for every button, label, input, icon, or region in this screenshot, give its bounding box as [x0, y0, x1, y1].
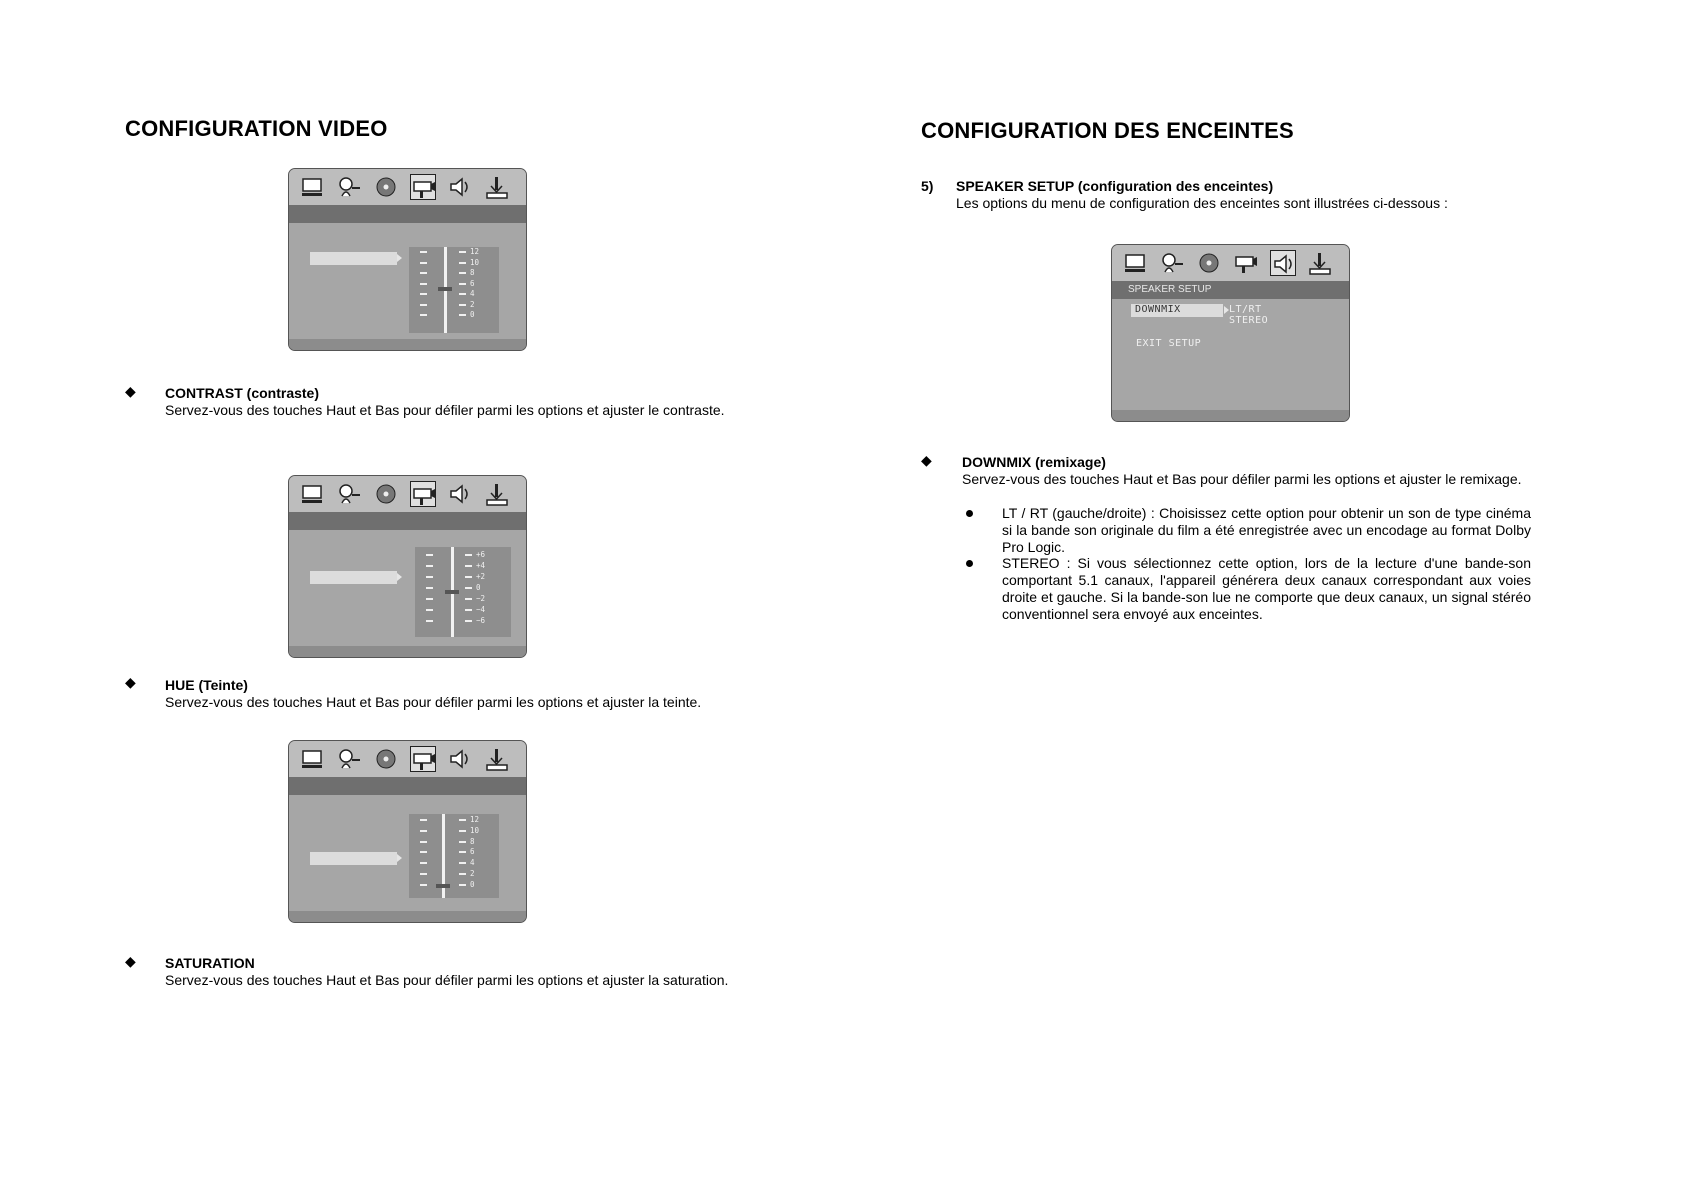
- osd-bottom-bar: [1112, 410, 1349, 421]
- scale-tick-right: [459, 819, 466, 821]
- osd-downmix-label: DOWNMIX: [1135, 304, 1181, 315]
- osd-bottom-bar: [289, 646, 526, 657]
- audio-setup-icon[interactable]: [373, 481, 399, 507]
- digital-setup-icon[interactable]: [484, 746, 510, 772]
- scale-tick-left: [426, 576, 433, 578]
- scale-tick-left: [420, 819, 427, 821]
- osd-hue-screen: [288, 475, 527, 658]
- hue-body: Servez-vous des touches Haut et Bas pour défiler parmi les options et ajuster la teinte.: [165, 694, 702, 710]
- scale-tick-left: [420, 272, 427, 274]
- osd-scale-panel: [409, 247, 499, 333]
- scale-tick-right: [459, 873, 466, 875]
- step-number: 5): [921, 178, 934, 194]
- scale-label: 12: [470, 247, 480, 256]
- digital-setup-icon[interactable]: [484, 174, 510, 200]
- scale-tick-left: [420, 251, 427, 253]
- scale-tick-right: [459, 314, 466, 316]
- scale-tick-left: [420, 884, 427, 886]
- language-setup-icon[interactable]: [336, 174, 362, 200]
- digital-setup-icon[interactable]: [1307, 250, 1333, 276]
- scale-label: −6: [476, 616, 486, 625]
- system-setup-icon[interactable]: [299, 174, 325, 200]
- language-setup-icon[interactable]: [336, 746, 362, 772]
- contrast-heading: CONTRAST (contraste): [165, 385, 320, 401]
- scale-tick-left: [420, 841, 427, 843]
- bullet-diamond-icon: ◆: [125, 383, 136, 399]
- video-setup-icon[interactable]: [1233, 250, 1259, 276]
- scale-tick-left: [420, 262, 427, 264]
- osd-contrast-screen: [288, 168, 527, 351]
- scale-tick-right: [459, 304, 466, 306]
- bullet-diamond-icon: ◆: [125, 674, 136, 690]
- speaker-setup-icon[interactable]: [447, 174, 473, 200]
- audio-setup-icon[interactable]: [373, 746, 399, 772]
- downmix-heading: DOWNMIX (remixage): [962, 454, 1106, 470]
- osd-title-bar: [289, 512, 526, 530]
- language-setup-icon[interactable]: [336, 481, 362, 507]
- scale-label: −2: [476, 594, 486, 603]
- scale-tick-left: [420, 314, 427, 316]
- osd-speaker-screen: [1111, 244, 1350, 422]
- scale-tick-right: [459, 830, 466, 832]
- scale-label: 0: [470, 879, 475, 889]
- speaker-setup-intro: Les options du menu de configuration des enceintes sont illustrées ci-dessous :: [956, 195, 1448, 211]
- audio-setup-icon[interactable]: [1196, 250, 1222, 276]
- bullet-dot-icon: [966, 510, 973, 517]
- osd-slider-knob[interactable]: [438, 287, 452, 291]
- osd-arrow-icon: [397, 573, 402, 581]
- scale-label: 8: [470, 836, 475, 846]
- bullet-diamond-icon: ◆: [921, 452, 932, 468]
- scale-tick-left: [420, 283, 427, 285]
- osd-arrow-icon: [397, 254, 402, 262]
- scale-label: 2: [470, 869, 475, 878]
- scale-tick-right: [465, 554, 472, 556]
- scale-label: 10: [470, 257, 480, 267]
- page-title-speakers: CONFIGURATION DES ENCEINTES: [921, 118, 1294, 143]
- scale-tick-right: [459, 293, 466, 295]
- scale-tick-right: [459, 851, 466, 853]
- scale-tick-left: [420, 293, 427, 295]
- scale-tick-right: [459, 841, 466, 843]
- osd-menu-highlight[interactable]: [310, 852, 397, 865]
- osd-option-ltrt[interactable]: LT/RT: [1229, 304, 1262, 315]
- scale-label: 8: [470, 268, 475, 277]
- osd-bottom-bar: [289, 339, 526, 350]
- scale-label: 0: [476, 583, 481, 592]
- scale-tick-left: [420, 862, 427, 864]
- scale-label: −4: [476, 605, 486, 614]
- video-setup-icon[interactable]: [410, 746, 436, 772]
- speaker-setup-icon[interactable]: [447, 746, 473, 772]
- speaker-setup-icon[interactable]: [1270, 250, 1296, 276]
- osd-exit-setup[interactable]: EXIT SETUP: [1136, 338, 1202, 349]
- osd-saturation-screen: [288, 740, 527, 923]
- scale-label: 10: [470, 825, 480, 835]
- scale-label: +4: [476, 561, 486, 570]
- osd-menu-highlight[interactable]: [310, 571, 397, 584]
- bullet-dot-icon: [966, 560, 973, 567]
- osd-slider-knob[interactable]: [445, 590, 459, 594]
- scale-tick-left: [426, 609, 433, 611]
- osd-menu-highlight[interactable]: [310, 252, 397, 265]
- scale-tick-right: [465, 565, 472, 567]
- osd-bottom-bar: [289, 911, 526, 922]
- scale-tick-left: [426, 565, 433, 567]
- system-setup-icon[interactable]: [1122, 250, 1148, 276]
- system-setup-icon[interactable]: [299, 481, 325, 507]
- scale-label: 6: [470, 847, 475, 857]
- scale-label: 2: [470, 299, 475, 309]
- downmix-bullet-ltrt: LT / RT (gauche/droite) : Choisissez cette option pour obtenir un son de type cinéma si la bande son originale du film a été enregistrée avec un encodage au format Dolby Pro Logic.: [1002, 505, 1531, 555]
- scale-tick-right: [465, 598, 472, 600]
- scale-tick-right: [459, 272, 466, 274]
- saturation-heading: SATURATION: [165, 955, 255, 971]
- scale-label: 0: [470, 310, 475, 319]
- bullet-diamond-icon: ◆: [125, 953, 136, 969]
- downmix-body: Servez-vous des touches Haut et Bas pour défiler parmi les options et ajuster le remixage.: [962, 471, 1522, 487]
- scale-tick-left: [420, 873, 427, 875]
- downmix-bullet-stereo: STEREO : Si vous sélectionnez cette option, lors de la lecture d'une bande-son comportant 5.1 canaux, l'appareil générera deux canaux correspondant aux voies droite et gauche. Si la bande-son lue ne comporte que deux canaux, un signal stéréo conventionnel sera envoyé aux enceintes.: [1002, 555, 1531, 622]
- scale-tick-left: [426, 554, 433, 556]
- osd-slider-knob[interactable]: [436, 884, 450, 888]
- osd-title-bar: SPEAKER SETUP: [1112, 281, 1349, 299]
- scale-tick-right: [465, 587, 472, 589]
- speaker-setup-heading: SPEAKER SETUP (configuration des enceintes): [956, 178, 1274, 194]
- scale-tick-right: [459, 251, 466, 253]
- scale-tick-right: [459, 862, 466, 864]
- saturation-body: Servez-vous des touches Haut et Bas pour défiler parmi les options et ajuster la saturation.: [165, 972, 729, 988]
- osd-scale-panel: [415, 547, 511, 637]
- language-setup-icon[interactable]: [1159, 250, 1185, 276]
- audio-setup-icon[interactable]: [373, 174, 399, 200]
- scale-tick-left: [420, 851, 427, 853]
- osd-title-bar: [289, 777, 526, 795]
- hue-heading: HUE (Teinte): [165, 677, 248, 693]
- scale-tick-left: [426, 620, 433, 622]
- page-title-video: CONFIGURATION VIDEO: [125, 116, 388, 141]
- contrast-body: Servez-vous des touches Haut et Bas pour défiler parmi les options et ajuster le contraste.: [165, 402, 725, 418]
- scale-label: +2: [476, 572, 486, 581]
- scale-label: +6: [476, 550, 486, 559]
- speaker-setup-icon[interactable]: [447, 481, 473, 507]
- system-setup-icon[interactable]: [299, 746, 325, 772]
- osd-title-bar: [289, 205, 526, 223]
- scale-label: 12: [470, 815, 480, 824]
- scale-tick-right: [465, 609, 472, 611]
- scale-label: 4: [470, 289, 475, 298]
- osd-arrow-icon: [397, 854, 402, 862]
- digital-setup-icon[interactable]: [484, 481, 510, 507]
- scale-tick-left: [426, 587, 433, 589]
- scale-tick-left: [420, 830, 427, 832]
- scale-label: 4: [470, 858, 475, 868]
- video-setup-icon[interactable]: [410, 174, 436, 200]
- scale-label: 6: [470, 278, 475, 288]
- scale-tick-right: [459, 283, 466, 285]
- osd-option-stereo[interactable]: STEREO: [1229, 315, 1269, 326]
- scale-tick-left: [420, 304, 427, 306]
- scale-tick-right: [465, 620, 472, 622]
- scale-tick-right: [459, 884, 466, 886]
- scale-tick-right: [459, 262, 466, 264]
- scale-tick-left: [426, 598, 433, 600]
- scale-tick-right: [465, 576, 472, 578]
- video-setup-icon[interactable]: [410, 481, 436, 507]
